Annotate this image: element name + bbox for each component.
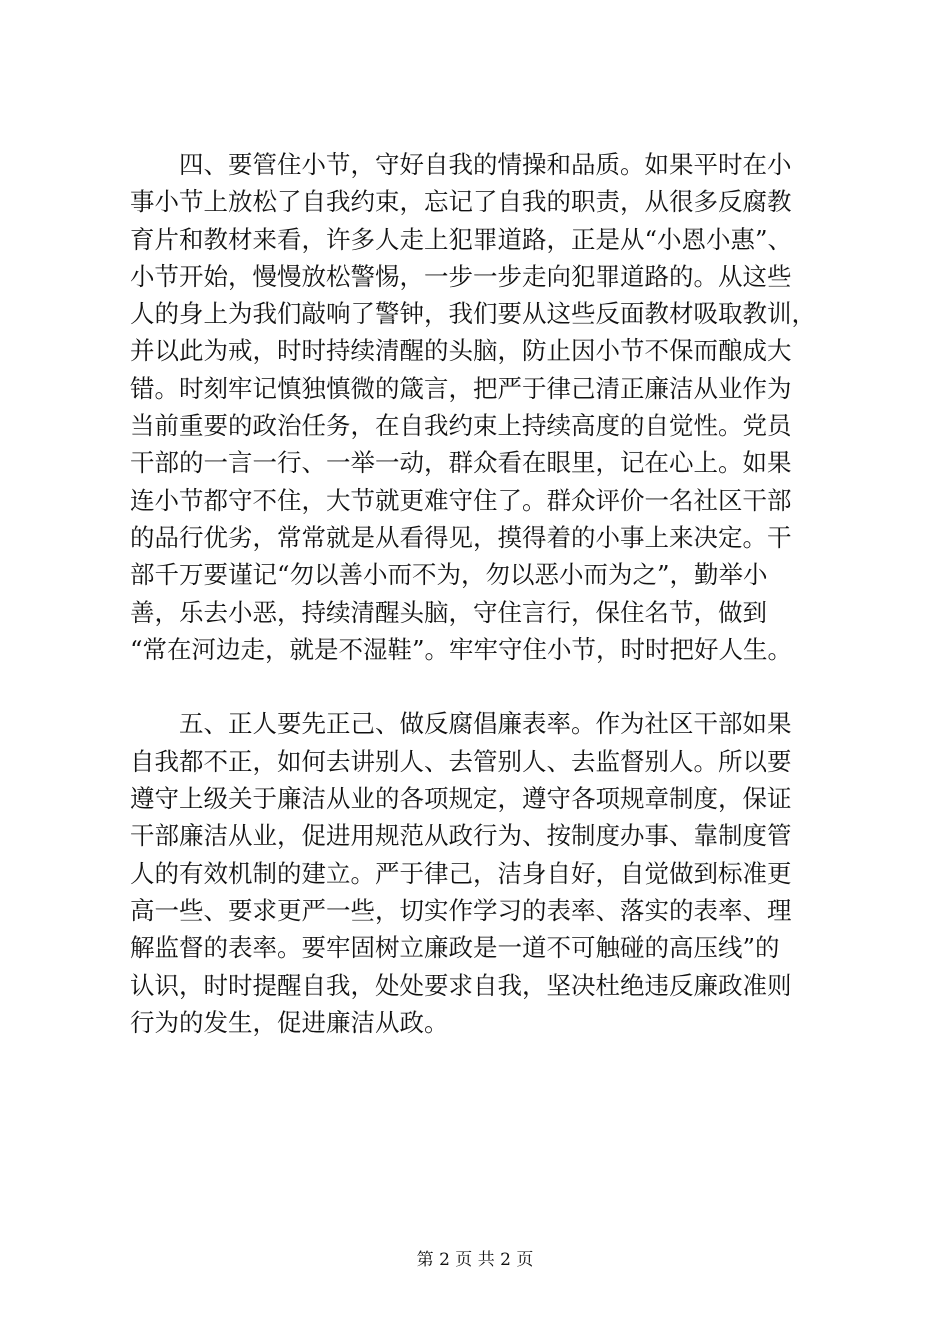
text-line: 自我都不正，如何去讲别人、去管别人、去监督别人。所以要 — [130, 746, 792, 776]
text-line: 四、要管住小节，守好自我的情操和品质。如果平时在小 — [130, 150, 792, 179]
text-line: 连小节都守不住，大节就更难守住了。群众评价一名社区干部 — [130, 485, 792, 515]
text-line: 部千万要谨记“勿以善小而不为，勿以恶小而为之”，勤举小 — [130, 560, 768, 590]
text-line: 干部廉洁从业，促进用规范从政行为、按制度办事、靠制度管 — [130, 821, 792, 851]
text-line: 并以此为戒，时时持续清醒的头脑，防止因小节不保而酿成大 — [130, 336, 792, 366]
text-line: 育片和教材来看，许多人走上犯罪道路，正是从“小恩小惠”、 — [130, 224, 793, 254]
text-line: 人的有效机制的建立。严于律己，洁身自好，自觉做到标准更 — [130, 858, 792, 888]
text-line: 遵守上级关于廉洁从业的各项规定，遵守各项规章制度，保证 — [130, 784, 792, 814]
document-body — [130, 146, 850, 1041]
text-line: 高一些、要求更严一些，切实作学习的表率、落实的表率、理 — [130, 895, 792, 925]
paragraph-5 — [130, 705, 850, 1041]
text-line: 人的身上为我们敲响了警钟，我们要从这些反面教材吸取教训， — [130, 299, 816, 329]
text-line: 干部的一言一行、一举一动，群众看在眼里，记在心上。如果 — [130, 448, 792, 478]
text-line: 行为的发生，促进廉洁从政。 — [130, 1007, 449, 1037]
text-line: 的品行优劣，常常就是从看得见，摸得着的小事上来决定。干 — [130, 522, 792, 552]
text-line: 五、正人要先正己、做反腐倡廉表率。作为社区干部如果 — [130, 709, 792, 739]
text-line: “常在河边走，就是不湿鞋”。牢牢守住小节，时时把好人生。 — [130, 634, 793, 664]
text-line: 事小节上放松了自我约束，忘记了自我的职责，从很多反腐教 — [130, 187, 792, 217]
text-line: 认识，时时提醒自我，处处要求自我，坚决杜绝违反廉政准则 — [130, 970, 792, 1000]
paragraph-4 — [130, 146, 850, 668]
text-line: 善，乐去小恶，持续清醒头脑，守住言行，保住名节，做到 — [130, 597, 767, 627]
text-line: 当前重要的政治任务，在自我约束上持续高度的自觉性。党员 — [130, 411, 792, 441]
text-line: 小节开始，慢慢放松警惕，一步一步走向犯罪道路的。从这些 — [130, 261, 792, 291]
text-line: 解监督的表率。要牢固树立廉政是一道不可触碰的高压线”的 — [130, 933, 780, 963]
page-footer: 第 2 页 共 2 页 — [416, 1250, 534, 1270]
text-line: 错。时刻牢记慎独慎微的箴言，把严于律己清正廉洁从业作为 — [130, 373, 792, 403]
